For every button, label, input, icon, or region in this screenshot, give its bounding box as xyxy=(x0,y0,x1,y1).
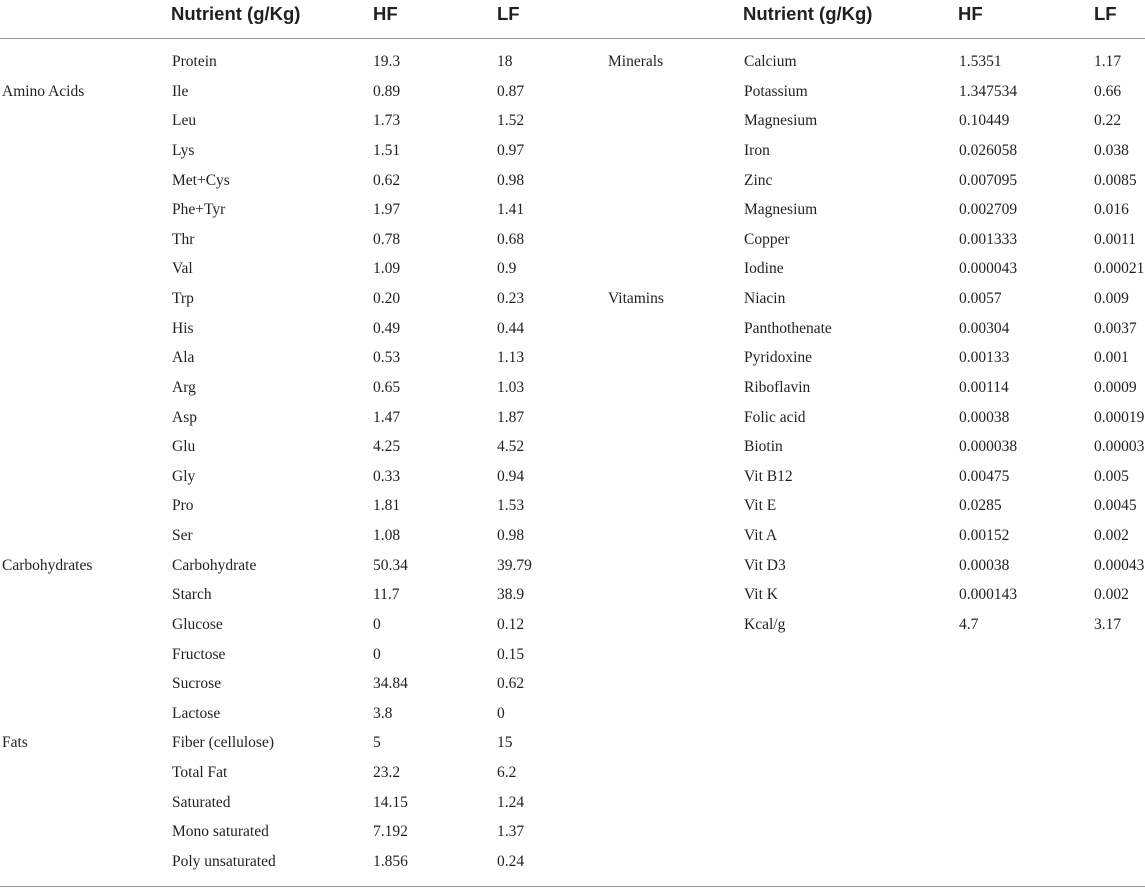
table-row xyxy=(0,375,1145,405)
hf-value-cell: 3.8 xyxy=(373,704,393,722)
lf-value-cell-right: 1.17 xyxy=(1094,53,1122,70)
nutrient-cell: Starch xyxy=(172,586,212,604)
table-row xyxy=(0,671,1145,701)
lf-value-cell: 4.52 xyxy=(497,438,525,456)
category-cell: Fats xyxy=(2,734,28,752)
table-row xyxy=(0,849,1145,879)
table-row xyxy=(0,701,1145,731)
lf-value-cell-right: 3.17 xyxy=(1094,615,1122,633)
hf-value-cell: 4.25 xyxy=(373,438,401,456)
lf-value-cell: 1.53 xyxy=(497,497,525,515)
hf-value-cell-right: 0.001333 xyxy=(959,230,1018,248)
nutrient-cell: Glucose xyxy=(172,615,223,633)
hf-value-cell-right: 0.00475 xyxy=(959,467,1010,485)
column-header-nutrient-right: Nutrient (g/Kg) xyxy=(743,3,873,24)
nutrient-cell: Ser xyxy=(172,527,193,544)
hf-value-cell-right: 0.00304 xyxy=(959,319,1010,337)
nutrient-cell-right: Iron xyxy=(744,141,770,159)
nutrient-cell: Asp xyxy=(172,408,197,426)
nutrient-cell: Fiber (cellulose) xyxy=(172,734,275,752)
lf-value-cell-right: 0.002 xyxy=(1094,586,1129,604)
lf-value-cell: 6.2 xyxy=(497,764,517,781)
hf-value-cell-right: 1.5351 xyxy=(959,53,1002,70)
nutrient-cell: Total Fat xyxy=(172,764,228,781)
hf-value-cell: 23.2 xyxy=(373,764,401,781)
hf-value-cell-right: 0.00133 xyxy=(959,349,1010,367)
hf-value-cell: 1.47 xyxy=(373,408,401,426)
lf-value-cell-right: 0.016 xyxy=(1094,201,1129,219)
lf-value-cell: 1.52 xyxy=(497,112,525,130)
hf-value-cell: 0.33 xyxy=(373,467,401,485)
lf-value-cell: 0.98 xyxy=(497,527,525,544)
lf-value-cell-right: 0.0085 xyxy=(1094,171,1137,189)
lf-value-cell-right: 0.66 xyxy=(1094,82,1122,100)
table-row xyxy=(0,523,1145,553)
nutrient-cell: Arg xyxy=(172,378,196,396)
hf-value-cell: 11.7 xyxy=(373,586,400,604)
lf-value-cell-right: 0.0045 xyxy=(1094,497,1137,515)
nutrient-cell-right: Vit B12 xyxy=(744,467,793,485)
hf-value-cell: 14.15 xyxy=(373,793,408,811)
nutrient-cell: Phe+Tyr xyxy=(172,201,226,219)
lf-value-cell: 0.44 xyxy=(497,319,525,337)
column-header-lf-left: LF xyxy=(497,3,520,24)
nutrient-cell: Glu xyxy=(172,438,196,456)
lf-value-cell-right: 0.005 xyxy=(1094,467,1129,485)
table-row xyxy=(0,286,1145,316)
lf-value-cell-right: 0.0011 xyxy=(1094,230,1137,248)
nutrient-cell: Pro xyxy=(172,497,194,515)
hf-value-cell-right: 0.0285 xyxy=(959,497,1002,515)
hf-value-cell-right: 0.0057 xyxy=(959,290,1002,307)
table-body xyxy=(0,49,1145,879)
nutrient-cell-right: Calcium xyxy=(744,53,797,70)
hf-value-cell-right: 4.7 xyxy=(959,615,979,633)
hf-value-cell-right: 0.000143 xyxy=(959,586,1018,604)
nutrient-cell-right: Pyridoxine xyxy=(744,349,813,367)
nutrient-cell-right: Riboflavin xyxy=(744,378,811,396)
lf-value-cell-right: 0.009 xyxy=(1094,290,1129,307)
nutrient-cell-right: Vit K xyxy=(744,586,778,604)
table-row xyxy=(0,642,1145,672)
lf-value-cell: 0.12 xyxy=(497,615,525,633)
table-row xyxy=(0,464,1145,494)
lf-value-cell: 0.62 xyxy=(497,675,525,693)
nutrient-cell-right: Kcal/g xyxy=(744,615,786,633)
nutrient-cell: Mono saturated xyxy=(172,823,269,841)
table-row xyxy=(0,730,1145,760)
hf-value-cell: 1.73 xyxy=(373,112,401,130)
nutrient-cell: Fructose xyxy=(172,645,226,663)
nutrient-cell: His xyxy=(172,319,194,337)
table-row xyxy=(0,612,1145,642)
hf-value-cell-right: 0.000038 xyxy=(959,438,1018,456)
table-row xyxy=(0,760,1145,790)
nutrient-cell-right: Magnesium xyxy=(744,112,818,130)
lf-value-cell-right: 0.00003 xyxy=(1094,438,1145,456)
nutrient-cell-right: Vit D3 xyxy=(744,556,786,574)
hf-value-cell: 0.53 xyxy=(373,349,401,367)
lf-value-cell: 38.9 xyxy=(497,586,525,604)
lf-value-cell: 1.24 xyxy=(497,793,525,811)
table-row xyxy=(0,405,1145,435)
lf-value-cell-right: 0.0009 xyxy=(1094,378,1137,396)
table-row xyxy=(0,790,1145,820)
table-row xyxy=(0,49,1145,79)
nutrient-cell-right: Niacin xyxy=(744,290,786,307)
hf-value-cell: 50.34 xyxy=(373,556,408,574)
category-cell: Carbohydrates xyxy=(2,556,93,574)
nutrient-cell-right: Zinc xyxy=(744,171,773,189)
table-row xyxy=(0,553,1145,583)
lf-value-cell: 0.23 xyxy=(497,290,525,307)
hf-value-cell: 0.65 xyxy=(373,378,401,396)
hf-value-cell: 19.3 xyxy=(373,53,401,70)
column-header-hf-right: HF xyxy=(958,3,983,24)
hf-value-cell: 0 xyxy=(373,645,381,663)
lf-value-cell: 0.87 xyxy=(497,82,525,100)
nutrient-cell: Val xyxy=(172,260,193,278)
table-row xyxy=(0,345,1145,375)
nutrient-cell: Lys xyxy=(172,141,195,159)
nutrient-cell: Leu xyxy=(172,112,197,130)
nutrient-cell: Thr xyxy=(172,230,195,248)
table-header xyxy=(0,0,1145,39)
column-header-hf-left: HF xyxy=(373,3,398,24)
nutrient-cell: Poly unsaturated xyxy=(172,852,276,870)
lf-value-cell-right: 0.00043 xyxy=(1094,556,1145,574)
hf-value-cell: 1.97 xyxy=(373,201,401,219)
lf-value-cell: 1.87 xyxy=(497,408,525,426)
nutrient-cell: Ala xyxy=(172,349,195,367)
hf-value-cell: 0.20 xyxy=(373,290,401,307)
bottom-rule xyxy=(0,886,1145,887)
hf-value-cell-right: 0.00114 xyxy=(959,378,1009,396)
lf-value-cell: 1.37 xyxy=(497,823,525,841)
lf-value-cell-right: 0.0037 xyxy=(1094,319,1137,337)
hf-value-cell: 1.856 xyxy=(373,852,408,870)
nutrient-cell: Ile xyxy=(172,82,189,100)
table-row xyxy=(0,256,1145,286)
lf-value-cell: 0.15 xyxy=(497,645,525,663)
lf-value-cell-right: 0.038 xyxy=(1094,141,1129,159)
table-row xyxy=(0,819,1145,849)
lf-value-cell: 0.24 xyxy=(497,852,525,870)
nutrient-cell-right: Biotin xyxy=(744,438,783,456)
column-header-lf-right: LF xyxy=(1094,3,1117,24)
hf-value-cell-right: 0.00152 xyxy=(959,527,1010,544)
table-row xyxy=(0,138,1145,168)
nutrient-cell: Lactose xyxy=(172,704,221,722)
category-cell-right: Minerals xyxy=(608,53,664,70)
lf-value-cell: 0.98 xyxy=(497,171,525,189)
hf-value-cell: 5 xyxy=(373,734,381,752)
category-cell: Amino Acids xyxy=(2,82,85,100)
nutrient-cell-right: Magnesium xyxy=(744,201,818,219)
lf-value-cell: 0.9 xyxy=(497,260,517,278)
lf-value-cell: 18 xyxy=(497,53,513,70)
table-row xyxy=(0,79,1145,109)
column-header-nutrient-left: Nutrient (g/Kg) xyxy=(171,3,301,24)
table-row xyxy=(0,108,1145,138)
lf-value-cell: 0 xyxy=(497,704,505,722)
table-row xyxy=(0,168,1145,198)
lf-value-cell: 1.03 xyxy=(497,378,525,396)
nutrient-cell-right: Copper xyxy=(744,230,790,248)
lf-value-cell: 1.13 xyxy=(497,349,525,367)
nutrient-cell-right: Vit A xyxy=(744,527,778,544)
lf-value-cell: 0.97 xyxy=(497,141,525,159)
hf-value-cell-right: 0.007095 xyxy=(959,171,1018,189)
hf-value-cell: 7.192 xyxy=(373,823,408,841)
lf-value-cell: 0.68 xyxy=(497,230,525,248)
hf-value-cell: 0.62 xyxy=(373,171,401,189)
nutrient-cell-right: Iodine xyxy=(744,260,784,278)
nutrient-cell: Gly xyxy=(172,467,196,485)
table-row xyxy=(0,434,1145,464)
nutrient-cell-right: Panthothenate xyxy=(744,319,832,337)
hf-value-cell-right: 0.002709 xyxy=(959,201,1018,219)
table-row xyxy=(0,582,1145,612)
lf-value-cell: 15 xyxy=(497,734,513,752)
nutrient-cell: Carbohydrate xyxy=(172,556,257,574)
nutrient-cell-right: Folic acid xyxy=(744,408,806,426)
lf-value-cell: 1.41 xyxy=(497,201,525,219)
hf-value-cell: 0.89 xyxy=(373,82,401,100)
hf-value-cell-right: 0.10449 xyxy=(959,112,1010,130)
hf-value-cell: 1.81 xyxy=(373,497,401,515)
hf-value-cell: 1.08 xyxy=(373,527,401,544)
lf-value-cell: 39.79 xyxy=(497,556,532,574)
nutrient-cell: Saturated xyxy=(172,793,231,811)
table-row xyxy=(0,227,1145,257)
hf-value-cell-right: 0.000043 xyxy=(959,260,1018,278)
hf-value-cell: 0.49 xyxy=(373,319,401,337)
hf-value-cell-right: 0.026058 xyxy=(959,141,1018,159)
nutrient-cell-right: Potassium xyxy=(744,82,808,100)
hf-value-cell: 0 xyxy=(373,615,381,633)
lf-value-cell-right: 0.00019 xyxy=(1094,408,1145,426)
table-row xyxy=(0,493,1145,523)
table-row xyxy=(0,316,1145,346)
lf-value-cell-right: 0.002 xyxy=(1094,527,1129,544)
nutrient-cell-right: Vit E xyxy=(744,497,777,515)
hf-value-cell-right: 1.347534 xyxy=(959,82,1018,100)
hf-value-cell: 1.09 xyxy=(373,260,401,278)
lf-value-cell-right: 0.001 xyxy=(1094,349,1129,367)
nutrient-cell: Trp xyxy=(172,290,194,307)
hf-value-cell: 0.78 xyxy=(373,230,401,248)
nutrient-cell: Protein xyxy=(172,53,217,70)
table-row xyxy=(0,197,1145,227)
nutrient-cell: Sucrose xyxy=(172,675,222,693)
hf-value-cell-right: 0.00038 xyxy=(959,408,1010,426)
hf-value-cell-right: 0.00038 xyxy=(959,556,1010,574)
category-cell-right: Vitamins xyxy=(608,290,664,307)
lf-value-cell: 0.94 xyxy=(497,467,525,485)
lf-value-cell-right: 0.22 xyxy=(1094,112,1122,130)
lf-value-cell-right: 0.00021 xyxy=(1094,260,1145,278)
nutrient-cell: Met+Cys xyxy=(172,171,230,189)
hf-value-cell: 34.84 xyxy=(373,675,408,693)
hf-value-cell: 1.51 xyxy=(373,141,401,159)
